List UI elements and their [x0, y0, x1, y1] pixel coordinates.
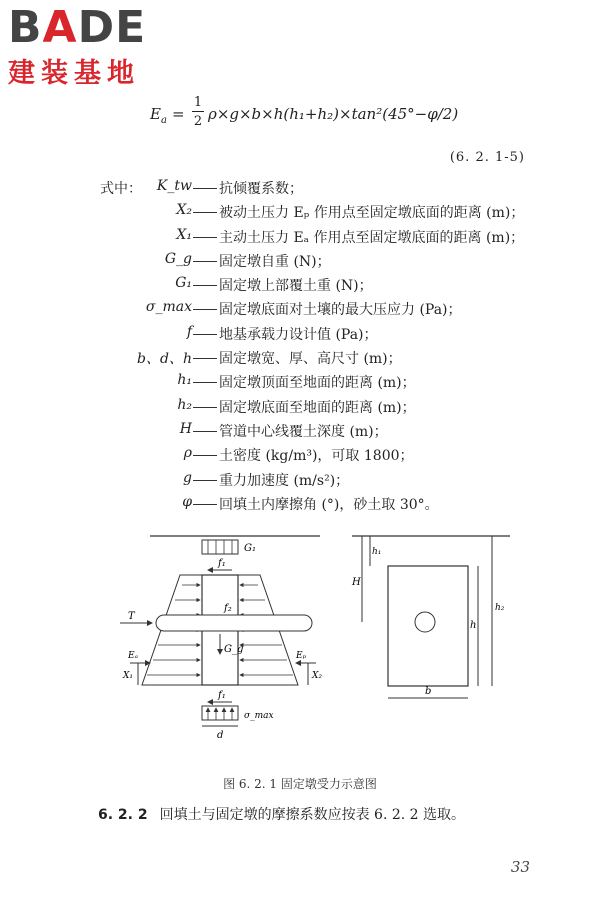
variable-row [100, 299, 560, 323]
formula-fraction-denominator: 2 [193, 114, 203, 129]
variable-symbol: h₂ [177, 396, 192, 413]
variable-dash [193, 407, 217, 408]
label-f1-bottom: f₁ [218, 690, 226, 701]
variable-symbol: G₁ [175, 275, 192, 292]
label-g1: G₁ [244, 543, 256, 554]
variable-dash [193, 309, 217, 310]
pipe-section [415, 612, 435, 632]
variable-row [100, 348, 560, 372]
force-diagram-figure [120, 530, 520, 760]
variable-row [100, 251, 560, 275]
label-h2: h₂ [495, 603, 505, 613]
variable-dash [193, 455, 217, 456]
variable-row [100, 470, 560, 494]
variable-dash [193, 334, 217, 335]
variable-row [100, 494, 560, 518]
variable-dash [193, 382, 217, 383]
variable-description: 固定墩底面对土壤的最大压应力 (Pa)； [219, 302, 462, 319]
pipe [156, 615, 312, 631]
variable-description: 被动土压力 Eₚ 作用点至固定墩底面的距离 (m)； [219, 205, 525, 222]
base-pressure-arrows [208, 708, 232, 720]
variable-row [100, 227, 560, 251]
variable-symbol: b、d、h [137, 351, 192, 368]
variable-symbol: X₂ [176, 202, 192, 219]
label-f1-top: f₁ [218, 558, 226, 569]
variable-list-lead: 式中： [100, 181, 142, 197]
variable-row [100, 202, 560, 226]
variable-row [100, 275, 560, 299]
figure-caption: 图 6. 2. 1 固定墩受力示意图 [223, 777, 377, 791]
label-f2: f₂ [224, 603, 232, 614]
label-ea: Eₐ [128, 651, 138, 661]
variable-row [100, 445, 560, 469]
equation-number: (6. 2. 1-5) [449, 150, 525, 165]
base-pressure-block [202, 706, 238, 720]
variable-description: 固定墩自重 (N)； [219, 253, 331, 270]
label-sigma-max: σ_max [244, 711, 274, 721]
variable-row [100, 178, 560, 202]
brand-logo-word [8, 2, 146, 54]
variable-description: 主动土压力 Eₐ 作用点至固定墩底面的距离 (m)； [219, 229, 525, 246]
variable-description: 土密度 (kg/m³)，可取 1800； [219, 448, 414, 465]
variable-description: 重力加速度 (m/s²)； [219, 472, 350, 489]
g1-load-arrows [208, 540, 232, 554]
variable-row [100, 421, 560, 445]
logo-letter-a: A [42, 2, 78, 53]
logo-letter-b: B [8, 2, 43, 53]
variable-symbol: H [179, 420, 192, 437]
clause-6-2-2 [98, 804, 465, 824]
formula-6-2-1-5 [150, 95, 510, 137]
variable-description: 固定墩上部覆土重 (N)； [219, 278, 373, 295]
variable-dash [193, 188, 217, 189]
variable-description: 固定墩宽、厚、高尺寸 (m)； [219, 351, 402, 368]
g1-load-block [202, 540, 238, 554]
variable-dash [193, 480, 217, 481]
variable-list [100, 178, 560, 518]
formula-body: ρ×g×b×h(h₁+h₂)×tan²(45°−φ/2) [208, 105, 459, 123]
variable-symbol: K_tw [156, 178, 192, 194]
variable-description: 回填土内摩擦角 (°)，砂土取 30°。 [219, 496, 439, 513]
variable-symbol: φ [182, 493, 192, 510]
variable-description: 抗倾覆系数； [219, 181, 303, 197]
page-number: 33 [510, 858, 530, 876]
variable-symbol: X₁ [176, 226, 192, 243]
variable-row [100, 372, 560, 396]
variable-symbol: h₁ [177, 372, 192, 389]
variable-dash [193, 237, 217, 238]
variable-row [100, 397, 560, 421]
label-b: b [425, 686, 432, 697]
label-h-cap: H [352, 577, 361, 588]
clause-number: 6. 2. 2 [98, 807, 148, 823]
variable-dash [193, 504, 217, 505]
label-t: T [128, 611, 135, 622]
brand-logo-subtitle: 建装基地 [8, 58, 140, 89]
formula-equals: = [172, 105, 185, 123]
variable-description: 地基承载力设计值 (Pa)； [219, 326, 378, 343]
logo-letters-de: DE [77, 2, 147, 53]
variable-symbol: ρ [183, 445, 192, 462]
clause-text: 回填土与固定墩的摩擦系数应按表 6. 2. 2 选取。 [159, 807, 466, 823]
label-x1: X₁ [123, 671, 134, 681]
label-gg: G_g [224, 644, 244, 655]
variable-description: 固定墩顶面至地面的距离 (m)； [219, 375, 416, 392]
variable-row [100, 324, 560, 348]
variable-symbol: g [183, 469, 192, 486]
formula-fraction-bar [192, 111, 204, 112]
formula-lhs: $E_a$ [150, 105, 167, 126]
variable-dash [193, 358, 217, 359]
label-ep: Eₚ [296, 651, 307, 661]
variable-description: 固定墩底面至地面的距离 (m)； [219, 399, 416, 416]
force-diagram-svg [120, 530, 520, 760]
label-d: d [217, 730, 224, 741]
variable-symbol: G_g [164, 250, 192, 267]
label-h: h [470, 620, 477, 631]
variable-dash [193, 431, 217, 432]
label-x2: X₂ [312, 671, 323, 681]
variable-symbol: f [186, 323, 192, 340]
label-h1: h₁ [372, 547, 382, 557]
variable-symbol: σ_max [145, 299, 192, 316]
variable-dash [193, 285, 217, 286]
variable-description: 管道中心线覆土深度 (m)； [219, 423, 388, 440]
variable-dash [193, 212, 217, 213]
variable-dash [193, 261, 217, 262]
formula-fraction-numerator: 1 [193, 95, 203, 110]
